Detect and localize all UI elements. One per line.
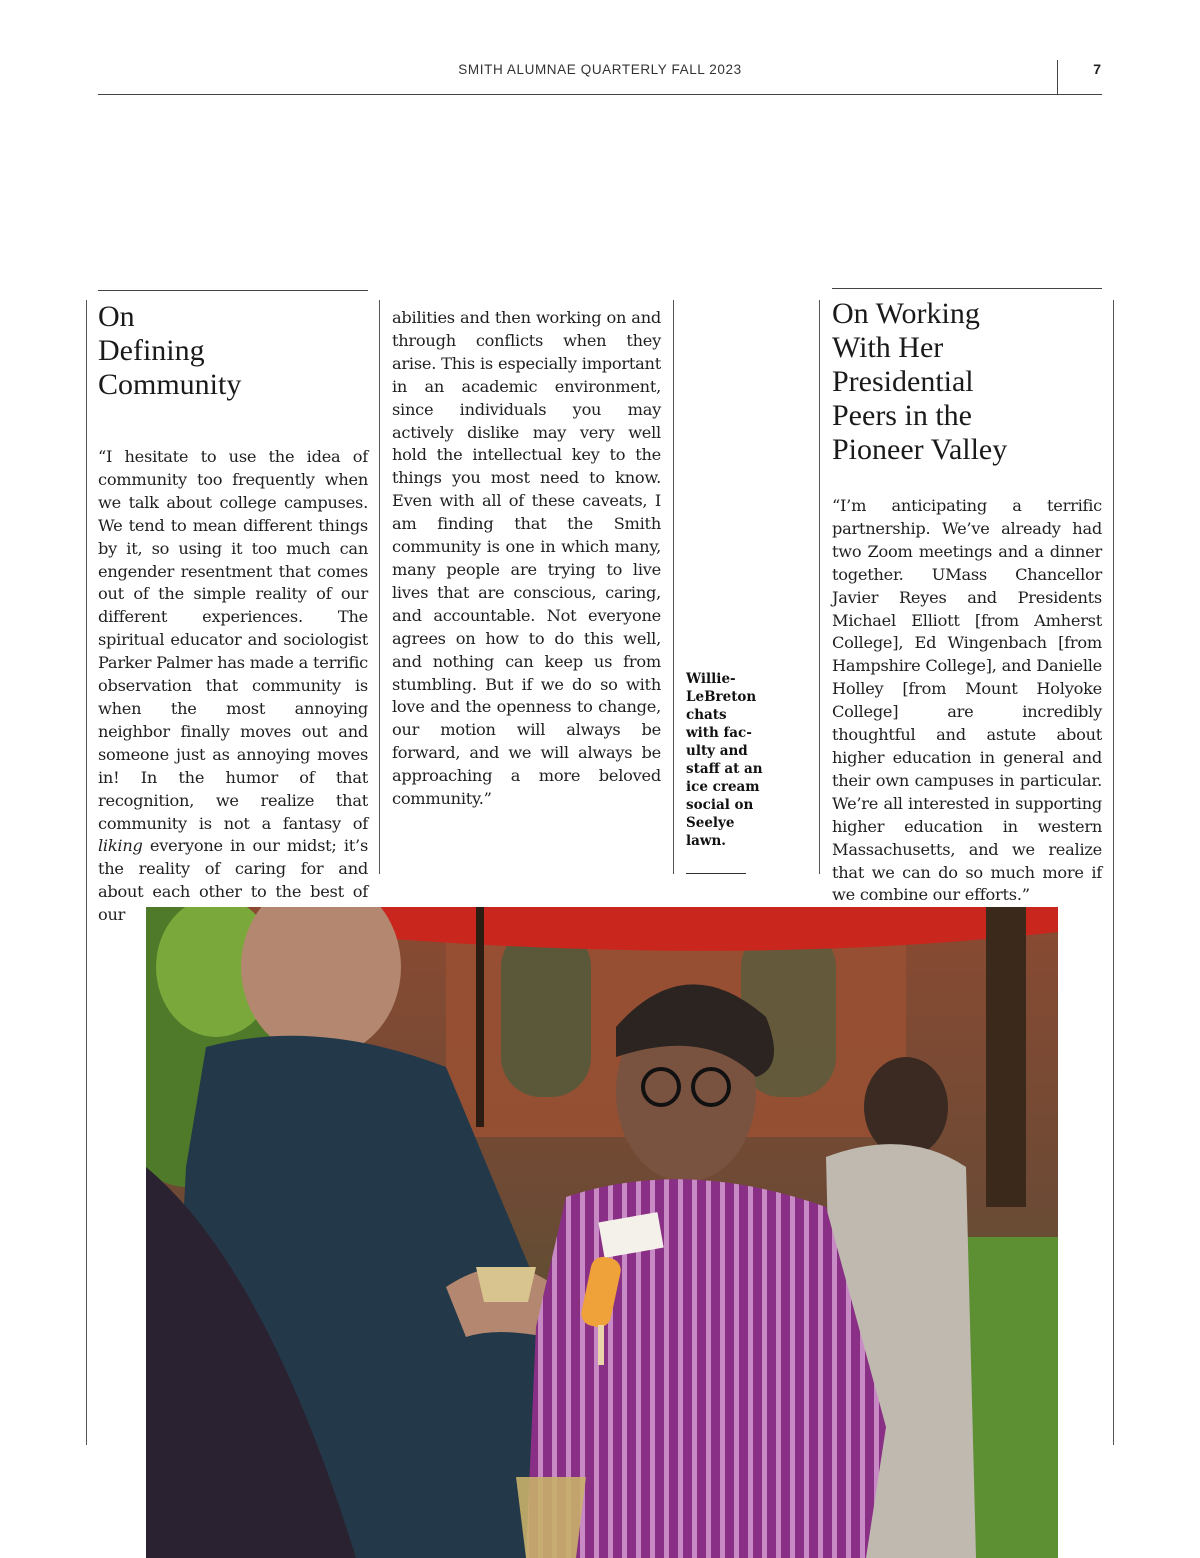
section1-paragraph-continued: abilities and then working on and through conflicts when they arise. This is especially important in an academic environment, since individuals you may actively dislike may very well hold the intellectual key to the things you most need to know. Even with all of these caveats, I am finding that the Smith community is one in which many, many people are trying to live lives that are conscious, caring, and accountable. Not everyone agrees on how to do this well, and nothing can keep us from stumbling. But if we do so with love and the openness to change, our motion will always be forward, and we will always be approaching a more beloved community.” bbox=[392, 308, 661, 809]
page-number: 7 bbox=[1093, 61, 1101, 77]
left-margin-rule bbox=[86, 300, 87, 1445]
column-divider-3 bbox=[819, 300, 820, 874]
paragraph-italic: liking bbox=[98, 836, 143, 856]
ice-cream-social-photo-icon bbox=[146, 907, 1058, 1558]
section2-top-rule bbox=[832, 288, 1102, 289]
section-heading-defining-community: On Defining Community bbox=[98, 300, 242, 401]
section1-top-rule bbox=[98, 290, 368, 291]
column-divider-1 bbox=[379, 300, 380, 874]
column-2 bbox=[392, 307, 661, 811]
photo-caption: Willie- LeBreton chats with fac- ulty and staff at an ice cream social on Seelye lawn. bbox=[686, 671, 763, 849]
header-rule bbox=[98, 94, 1102, 95]
caption-rule bbox=[686, 873, 746, 874]
right-margin-rule bbox=[1113, 300, 1114, 1445]
header-divider bbox=[1057, 60, 1058, 94]
column-4 bbox=[832, 297, 1102, 907]
section1-paragraph bbox=[98, 446, 368, 927]
column-1 bbox=[98, 300, 368, 927]
section-heading-presidential-peers: On Working With Her Presidential Peers in the Pioneer Valley bbox=[832, 297, 1008, 466]
publication-title: SMITH ALUMNAE QUARTERLY FALL 2023 bbox=[458, 62, 742, 77]
paragraph-text: everyone in our midst; it’s the reality of caring for and about each other to the best of our bbox=[98, 836, 368, 925]
paragraph-text: “I hesitate to use the idea of community too frequently when we talk about college campuses. We tend to mean different things by it, so using it too much can engender resentment that comes out of the simple reality of our different experiences. The spiritual educator and sociologist Parker Palmer has made a terrific observation that community is when the most annoying neighbor finally moves out and someone just as annoying moves in! In the humor of that recognition, we realize that community is not a fantasy of bbox=[98, 447, 368, 833]
column-divider-2 bbox=[673, 300, 674, 874]
section2-paragraph: “I’m anticipating a terrific partnership. We’ve already had two Zoom meetings and a dinner together. UMass Chancellor Javier Reyes and Presidents Michael Elliott [from Amherst College], Ed Wingenbach [from Hampshire College], and Danielle Holley [from Mount Holyoke College] are incredibly thoughtful and astute about higher education in general and their own campuses in particular. We’re all interested in supporting higher education in western Massachusetts, and we realize that we can do so much more if we combine our efforts.” bbox=[832, 496, 1102, 905]
event-photo bbox=[146, 907, 1058, 1558]
